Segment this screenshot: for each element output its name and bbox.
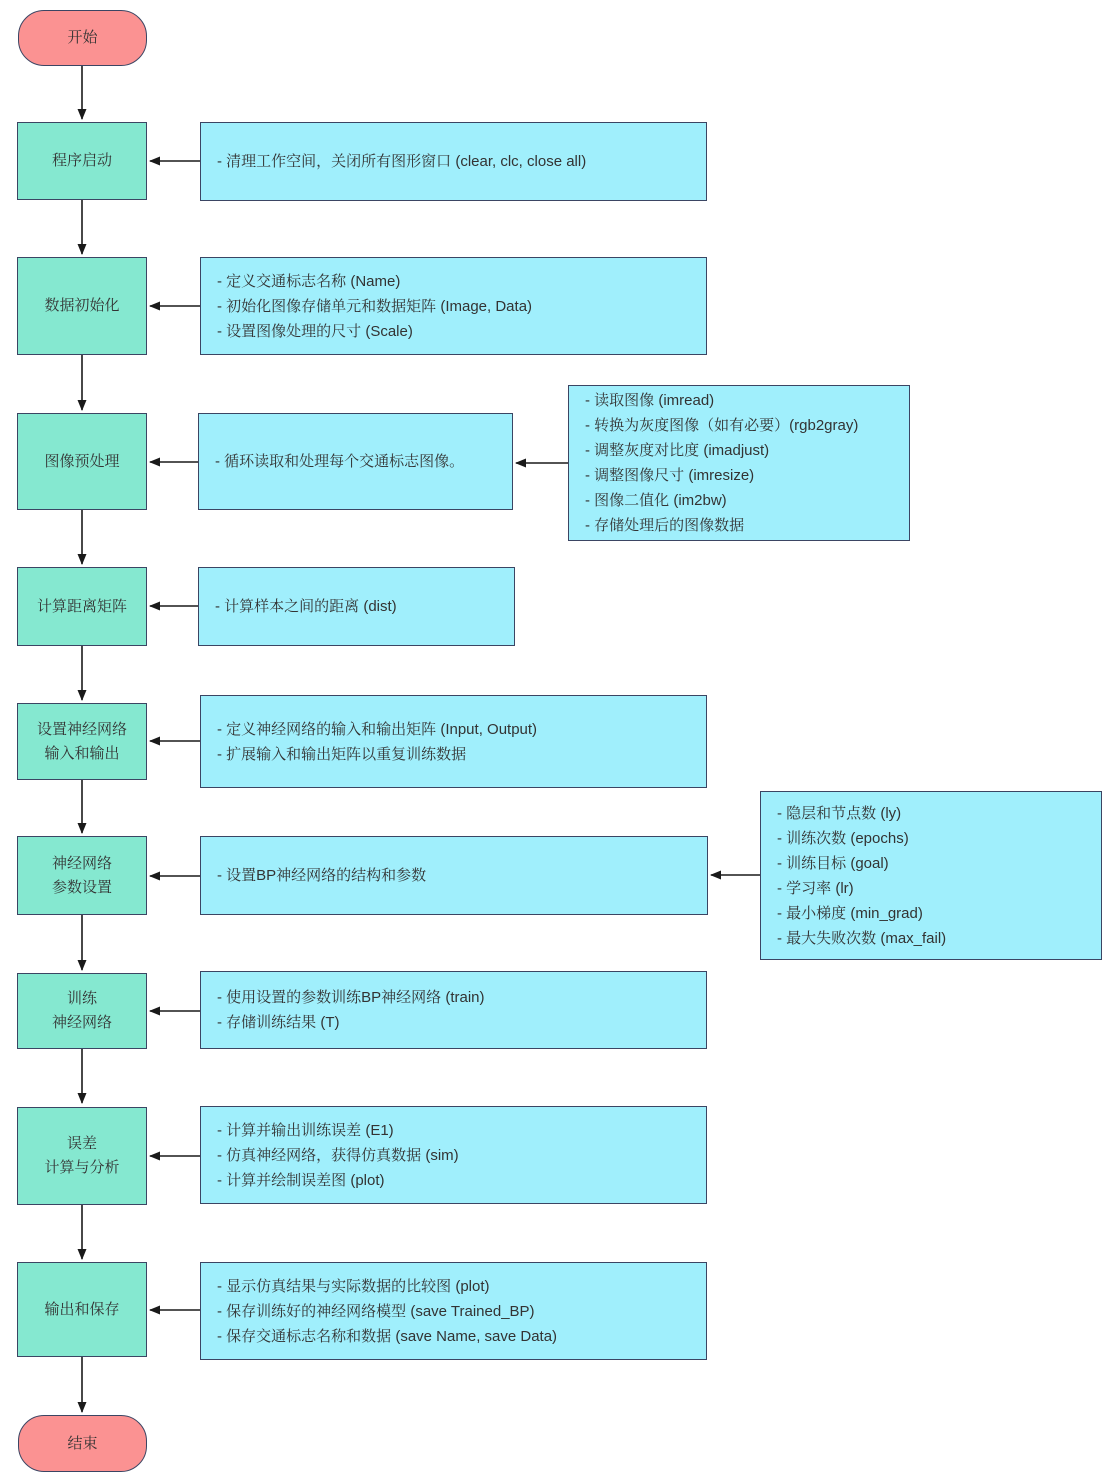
note-preprocess-detail bbox=[568, 385, 910, 541]
note-line: - 调整灰度对比度 (imadjust) bbox=[585, 442, 770, 459]
note-line: - 最小梯度 (min_grad) bbox=[777, 904, 923, 922]
note-line: - 计算样本之间的距离 (dist) bbox=[215, 598, 397, 615]
note-line: - 仿真神经网络，获得仿真数据 (sim) bbox=[217, 1146, 459, 1164]
note-output-save bbox=[200, 1262, 707, 1360]
process-label-line1: 神经网络 bbox=[51, 854, 112, 872]
process-label-line2: 神经网络 bbox=[51, 1014, 112, 1031]
note-line: - 扩展输入和输出矩阵以重复训练数据 bbox=[217, 745, 467, 763]
terminal-start-label: 开始 bbox=[67, 29, 98, 46]
terminal-end-label: 结束 bbox=[67, 1434, 98, 1452]
process-label: 数据初始化 bbox=[44, 297, 120, 314]
process-nn-param-config bbox=[17, 836, 147, 915]
process-error-analysis bbox=[17, 1107, 147, 1205]
process-data-init bbox=[17, 257, 147, 355]
note-line: - 计算并绘制误差图 (plot) bbox=[217, 1171, 385, 1189]
note-line: - 最大失败次数 (max_fail) bbox=[777, 929, 947, 947]
note-line: - 显示仿真结果与实际数据的比较图 (plot) bbox=[217, 1277, 490, 1295]
note-line: - 定义神经网络的输入和输出矩阵 (Input, Output) bbox=[217, 720, 538, 738]
process-label: 图像预处理 bbox=[44, 452, 120, 470]
process-label: 计算距离矩阵 bbox=[36, 597, 127, 615]
process-label-line1: 误差 bbox=[66, 1135, 97, 1152]
process-nn-io-setup bbox=[17, 703, 147, 780]
note-line: - 存储处理后的图像数据 bbox=[585, 517, 745, 534]
note-program-start bbox=[200, 122, 707, 201]
process-label: 输出和保存 bbox=[44, 1300, 120, 1318]
note-line: - 设置图像处理的尺寸 (Scale) bbox=[217, 322, 413, 340]
process-label-line2: 输入和输出 bbox=[44, 744, 120, 762]
note-line: - 设置BP神经网络的结构和参数 bbox=[217, 867, 427, 884]
process-label-line1: 训练 bbox=[66, 990, 97, 1007]
note-line: - 循环读取和处理每个交通标志图像。 bbox=[215, 453, 465, 470]
terminal-end bbox=[18, 1415, 147, 1472]
note-distance-matrix bbox=[198, 567, 515, 646]
note-line: - 学习率 (lr) bbox=[777, 879, 854, 897]
note-error-analysis bbox=[200, 1106, 707, 1204]
note-nn-param-config bbox=[200, 836, 708, 915]
note-line: - 清理工作空间，关闭所有图形窗口 (clear, clc, close all) bbox=[217, 153, 587, 170]
note-line: - 存储训练结果 (T) bbox=[217, 1014, 340, 1031]
note-line: - 保存交通标志名称和数据 (save Name, save Data) bbox=[217, 1327, 558, 1345]
process-image-preprocess bbox=[17, 413, 147, 510]
note-nn-params-detail bbox=[760, 791, 1102, 960]
terminal-start bbox=[18, 10, 147, 66]
note-line: - 图像二值化 (im2bw) bbox=[585, 492, 727, 509]
note-line: - 计算并输出训练误差 (E1) bbox=[217, 1121, 394, 1139]
process-label-line2: 计算与分析 bbox=[44, 1159, 120, 1176]
process-distance-matrix bbox=[17, 567, 147, 646]
note-image-preprocess bbox=[198, 413, 513, 510]
note-line: - 初始化图像存储单元和数据矩阵 (Image, Data) bbox=[217, 297, 533, 315]
note-line: - 转换为灰度图像（如有必要）(rgb2gray) bbox=[585, 417, 859, 434]
note-data-init bbox=[200, 257, 707, 355]
note-line: - 隐层和节点数 (ly) bbox=[777, 804, 902, 822]
note-nn-io-setup bbox=[200, 695, 707, 788]
note-line: - 训练目标 (goal) bbox=[777, 854, 889, 872]
note-line: - 读取图像 (imread) bbox=[585, 392, 715, 409]
process-label-line2: 参数设置 bbox=[51, 878, 112, 896]
process-nn-training bbox=[17, 973, 147, 1049]
process-program-start bbox=[17, 122, 147, 200]
note-line: - 保存训练好的神经网络模型 (save Trained_BP) bbox=[217, 1302, 535, 1320]
process-label-line1: 设置神经网络 bbox=[36, 720, 127, 738]
process-label: 程序启动 bbox=[51, 152, 112, 169]
note-line: - 定义交通标志名称 (Name) bbox=[217, 272, 401, 290]
note-line: - 训练次数 (epochs) bbox=[777, 829, 909, 847]
note-line: - 调整图像尺寸 (imresize) bbox=[585, 467, 755, 484]
note-nn-training bbox=[200, 971, 707, 1049]
process-output-save bbox=[17, 1262, 147, 1357]
note-line: - 使用设置的参数训练BP神经网络 (train) bbox=[217, 989, 485, 1006]
